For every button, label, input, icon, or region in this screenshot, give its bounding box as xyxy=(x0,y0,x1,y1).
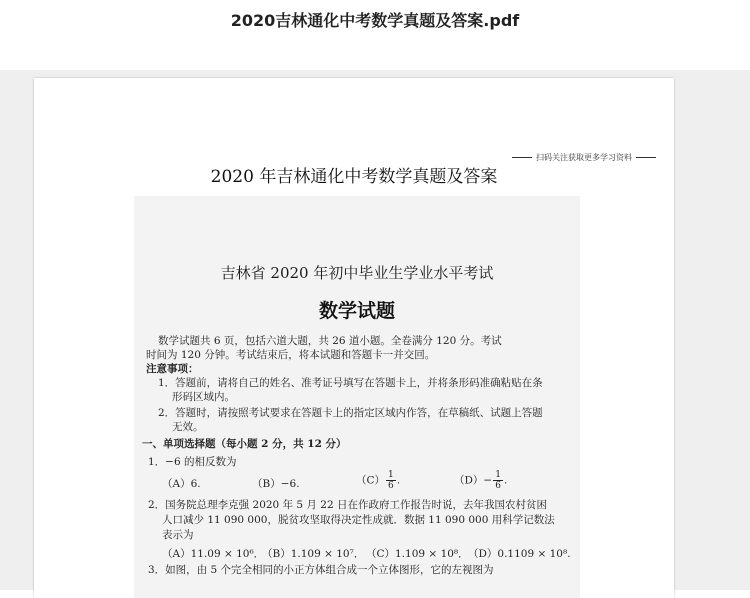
q1-c-denominator: 6 xyxy=(388,481,394,491)
q1-option-b: （B）−6. xyxy=(252,478,300,490)
q2-option-c: （C）1.109 × 10⁸． xyxy=(366,548,469,560)
exam-subject: 数学试题 xyxy=(318,300,395,322)
q1-d-prefix: （D）− xyxy=(454,474,493,487)
q1-d-numerator: 1 xyxy=(495,470,501,480)
q1-option-a: （A）6. xyxy=(162,478,201,490)
file-title: 2020吉林通化中考数学真题及答案.pdf xyxy=(230,11,520,30)
q1-c-numerator: 1 xyxy=(388,470,394,480)
viewer-header xyxy=(0,0,750,70)
q1-stem: 1．−6 的相反数为 xyxy=(148,456,237,468)
document-title: 2020 年吉林通化中考数学真题及答案 xyxy=(210,167,498,187)
q1-d-suffix: . xyxy=(503,474,508,487)
q1-c-suffix: . xyxy=(396,474,401,487)
q2-option-d: （D）0.1109 × 10⁸. xyxy=(468,548,571,560)
dash-left xyxy=(512,157,532,158)
q2-stem-2: 人口减少 11 090 000，脱贫攻坚取得决定性成就．数据 11 090 000 用科学记数法 xyxy=(162,514,555,526)
q2-option-a: （A）11.09 × 10⁶． xyxy=(162,548,265,560)
q1-option-c xyxy=(356,470,400,491)
notice-1b: 形码区域内。 xyxy=(172,391,235,403)
notice-1a: 1．答题前，请将自己的姓名、准考证号填写在答题卡上，并将条形码准确粘贴在条 xyxy=(158,377,543,389)
intro-line-1: 数学试题共 6 页，包括六道大题，共 26 道小题。全卷满分 120 分。考试 xyxy=(158,335,502,347)
notice-label: 注意事项： xyxy=(146,363,199,375)
notice-2b: 无效。 xyxy=(172,421,204,433)
q1-c-prefix: （C） xyxy=(356,474,386,487)
pdf-page xyxy=(34,78,674,598)
dash-right xyxy=(636,157,656,158)
q1-d-denominator: 6 xyxy=(495,481,501,491)
q1-option-d xyxy=(454,470,507,491)
q3-stem: 3．如图，由 5 个完全相同的小正方体组合成一个立体图形，它的左视图为 xyxy=(148,564,494,576)
q2-stem-1: 2．国务院总理李克强 2020 年 5 月 22 日在作政府工作报告时说，去年我国农村贫困 xyxy=(148,499,547,511)
pdf-viewer[interactable] xyxy=(0,70,750,590)
q2-stem-3: 表示为 xyxy=(162,529,194,541)
intro-line-2: 时间为 120 分钟。考试结束后，将本试题和答题卡一并交回。 xyxy=(146,349,436,361)
q2-option-b: （B）1.109 × 10⁷． xyxy=(262,548,365,560)
q1-d-fraction xyxy=(493,470,503,491)
header-note-text: 扫码关注获取更多学习资料 xyxy=(536,153,632,162)
notice-2a: 2．答题时，请按照考试要求在答题卡上的指定区域内作答，在草稿纸、试题上答题 xyxy=(158,407,543,419)
scanned-exam-image xyxy=(134,196,580,598)
exam-header: 吉林省 2020 年初中毕业生学业水平考试 xyxy=(220,264,494,282)
q1-c-fraction xyxy=(386,470,396,491)
section-1-heading: 一、单项选择题（每小题 2 分，共 12 分） xyxy=(142,438,347,450)
